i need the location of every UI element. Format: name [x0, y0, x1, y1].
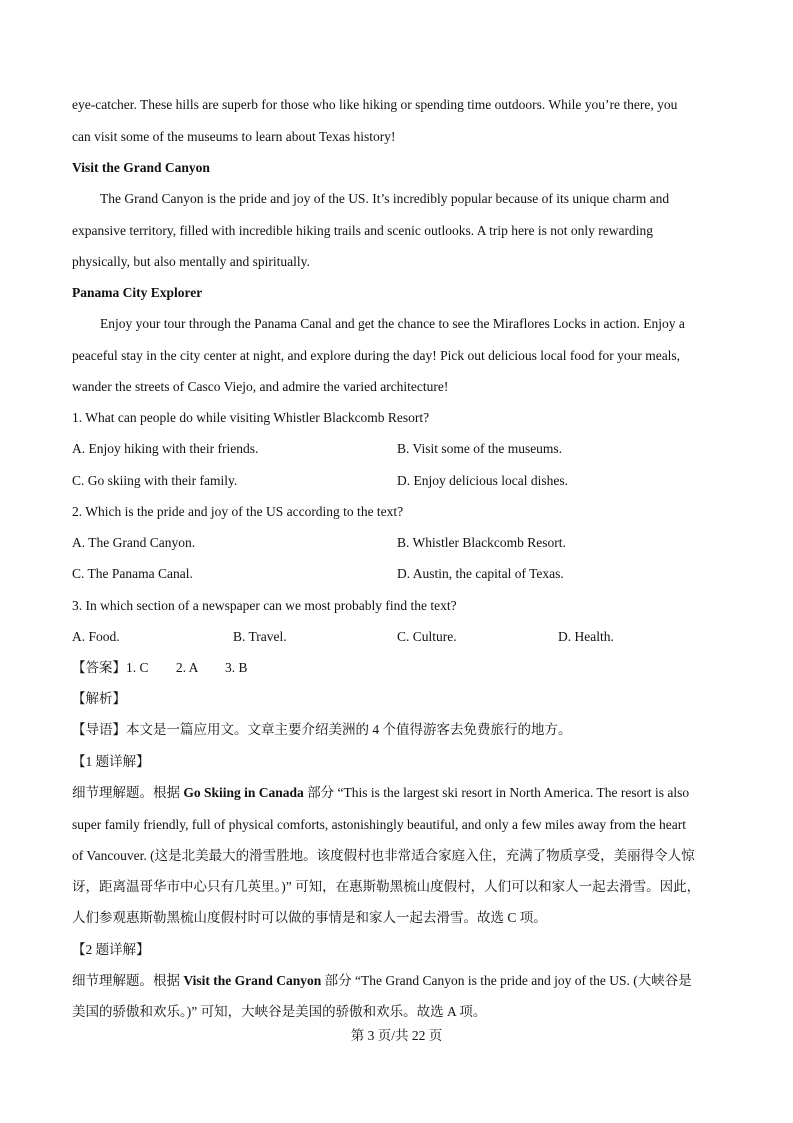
guide-label: 【导语】	[72, 722, 126, 737]
answer-3: 3. B	[225, 660, 248, 675]
q1-option-a: A. Enjoy hiking with their friends.	[72, 441, 259, 456]
detail-1-quote: 部分 “This is the largest ski resort in North America. The resort is also	[303, 785, 690, 800]
page-footer: 第 3 页/共 22 页	[350, 1028, 443, 1043]
q1-option-c: C. Go skiing with their family.	[72, 473, 238, 488]
q3-option-c: C. Culture.	[397, 629, 457, 644]
detail-1-line-3: of Vancouver. (这是北美最大的滑雪胜地。该度假村也非常适合家庭入住，充满了物质享受，美丽得令人惊	[72, 848, 695, 863]
answer-label: 【答案】	[72, 660, 126, 675]
guide-row	[72, 720, 572, 740]
detail-1-line-2: super family friendly, full of physical comforts, astonishingly beautiful, and only a few miles away from the heart	[72, 817, 686, 832]
q2-option-b: B. Whistler Blackcomb Resort.	[397, 535, 566, 550]
detail-1-label: 【1 题详解】	[72, 754, 150, 769]
guide-text: 本文是一篇应用文。文章主要介绍美洲的 4 个值得游客去免费旅行的地方。	[126, 722, 572, 737]
section-heading: Panama City Explorer	[72, 285, 203, 300]
detail-2-section: Visit the Grand Canyon	[183, 973, 322, 988]
detail-1-line-1	[72, 783, 689, 803]
detail-2-line-1	[72, 971, 692, 991]
detail-2-quote: 部分 “The Grand Canyon is the pride and joy of the US. (大峡谷是	[321, 973, 692, 988]
detail-2-line-2: 美国的骄傲和欢乐。)” 可知，大峡谷是美国的骄傲和欢乐。故选 A 项。	[72, 1004, 487, 1019]
detail-1-prefix: 细节理解题。根据	[72, 785, 184, 800]
question-2: 2. Which is the pride and joy of the US according to the text?	[72, 504, 404, 519]
answer-2: 2. A	[175, 660, 198, 675]
body-text: Enjoy your tour through the Panama Canal and get the chance to see the Miraflores Locks in action. Enjoy a	[100, 316, 685, 331]
body-text: peaceful stay in the city center at night, and explore during the day! Pick out delicious local food for your meals,	[72, 348, 681, 363]
answer-1: 1. C	[126, 660, 149, 675]
q1-option-b: B. Visit some of the museums.	[397, 441, 563, 456]
body-text: eye-catcher. These hills are superb for those who like hiking or spending time outdoors. While you’re there, you	[72, 97, 678, 112]
detail-1-section: Go Skiing in Canada	[183, 785, 304, 800]
detail-2-prefix: 细节理解题。根据	[72, 973, 184, 988]
q3-option-a: A. Food.	[72, 629, 120, 644]
detail-2-label: 【2 题详解】	[72, 942, 150, 957]
section-heading: Visit the Grand Canyon	[72, 160, 210, 175]
body-text: can visit some of the museums to learn about Texas history!	[72, 129, 396, 144]
q3-option-d: D. Health.	[558, 629, 614, 644]
q2-option-d: D. Austin, the capital of Texas.	[397, 566, 564, 581]
q2-option-c: C. The Panama Canal.	[72, 566, 193, 581]
body-text: physically, but also mentally and spiritually.	[72, 254, 310, 269]
question-1: 1. What can people do while visiting Whistler Blackcomb Resort?	[72, 410, 430, 425]
body-text: wander the streets of Casco Viejo, and admire the varied architecture!	[72, 379, 449, 394]
detail-1-line-5: 人们参观惠斯勒黑梳山度假村时可以做的事情是和家人一起去滑雪。故选 C 项。	[72, 910, 547, 925]
analysis-label: 【解析】	[72, 691, 126, 706]
q1-option-d: D. Enjoy delicious local dishes.	[397, 473, 568, 488]
q3-option-b: B. Travel.	[233, 629, 287, 644]
body-text: expansive territory, filled with incredible hiking trails and scenic outlooks. A trip here is not only rewarding	[72, 223, 653, 238]
q2-option-a: A. The Grand Canyon.	[72, 535, 196, 550]
question-3: 3. In which section of a newspaper can we most probably find the text?	[72, 598, 457, 613]
detail-1-line-4: 讶，距离温哥华市中心只有几英里。)” 可知，在惠斯勒黑梳山度假村，人们可以和家人一起去滑雪。因此，	[72, 879, 701, 894]
body-text: The Grand Canyon is the pride and joy of the US. It’s incredibly popular because of its unique charm and	[100, 191, 670, 206]
answer-row	[72, 658, 248, 678]
